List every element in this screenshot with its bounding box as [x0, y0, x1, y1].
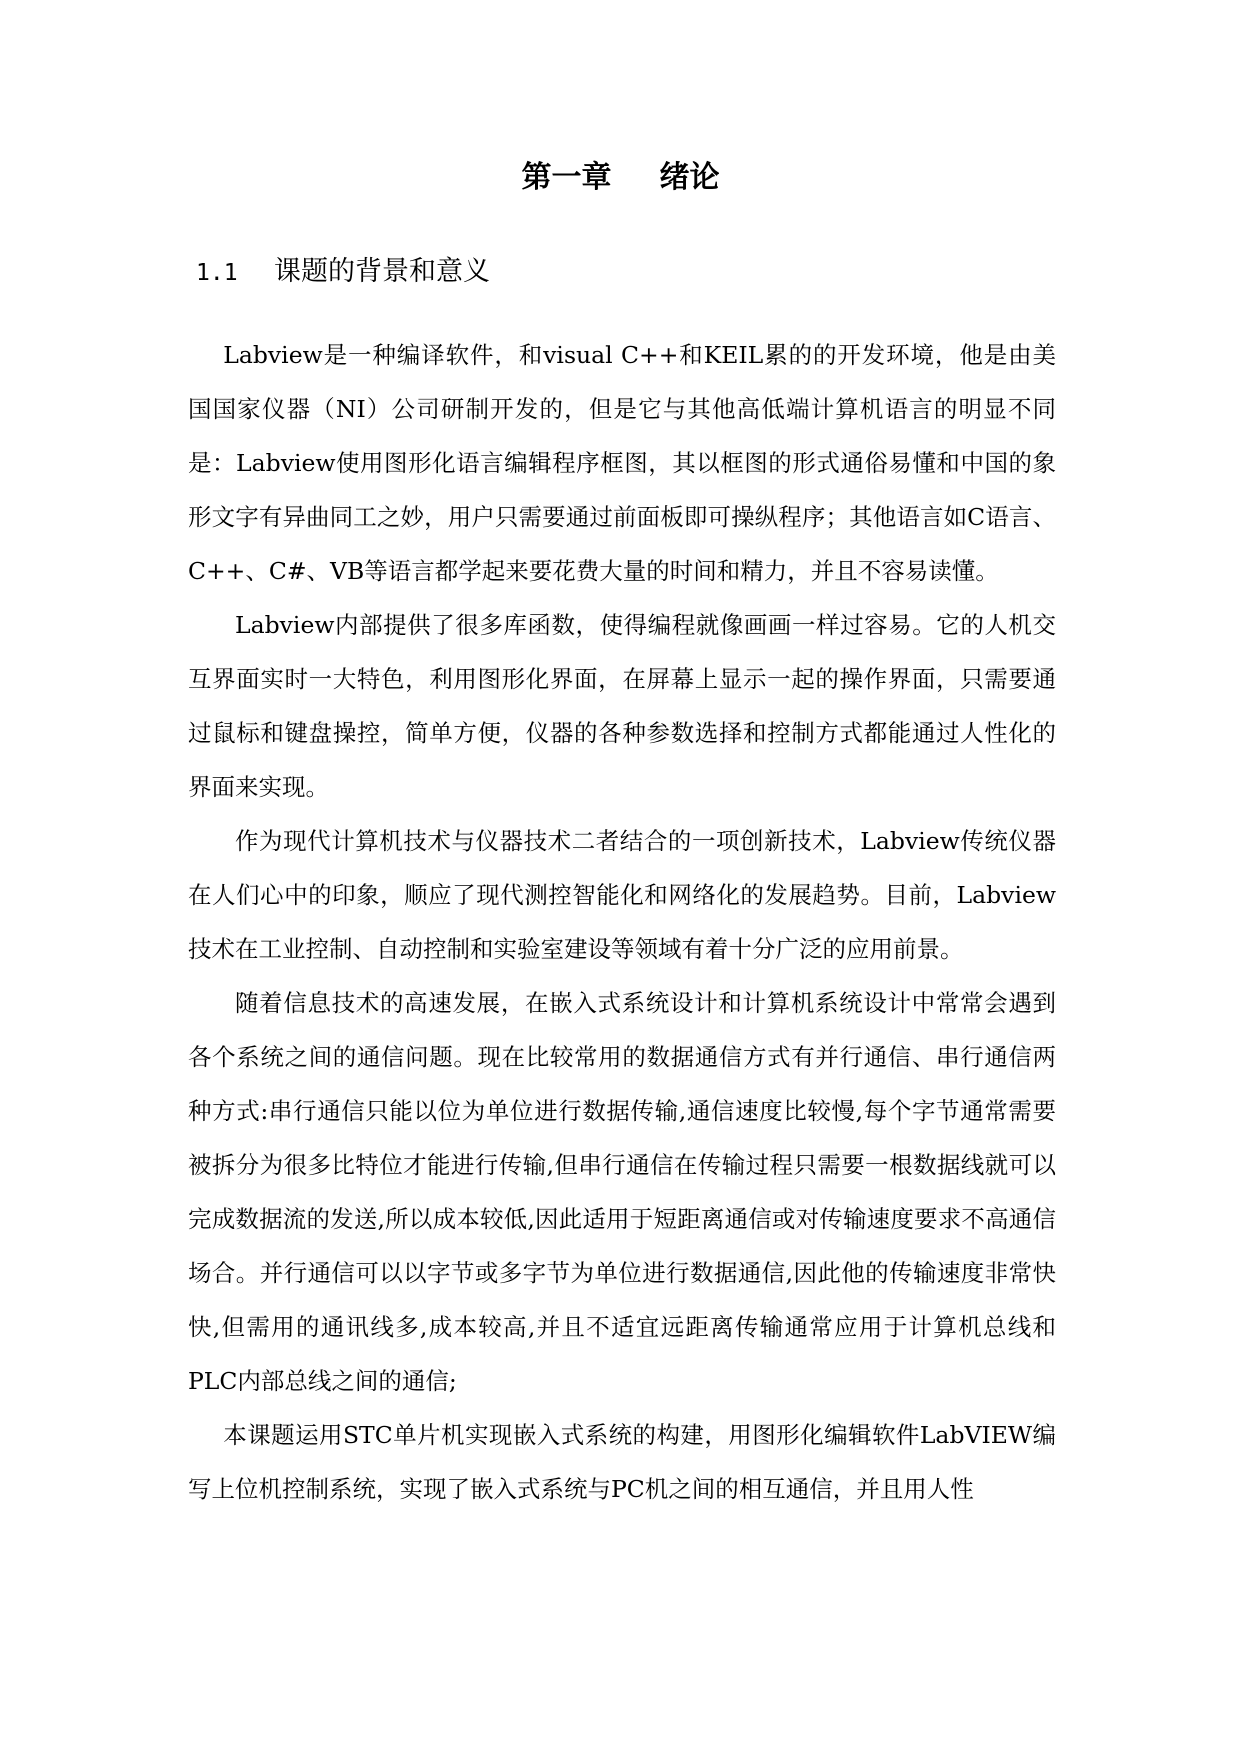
section-heading — [196, 252, 490, 293]
section-title: 课题的背景和意义 — [274, 256, 490, 287]
paragraph: 随着信息技术的高速发展，在嵌入式系统设计和计算机系统设计中常常会遇到各个系统之间的通信问题。现在比较常用的数据通信方式有并行通信、串行通信两种方式:串行通信只能以位为单位进行数据传输,通信速度比较慢,每个字节通常需要被拆分为很多比特位才能进行传输,但串行通信在传输过程只需要一根数据线就可以完成数据流的发送,所以成本较低,因此适用于短距离通信或对传输速度要求不高通信场合。并行通信可以以字节或多字节为单位进行数据通信,因此他的传输速度非常快快,但需用的通讯线多,成本较高,并且不适宜远距离传输通常应用于计算机总线和PLC内部总线之间的通信; — [188, 989, 1056, 1395]
chapter-title — [0, 158, 1241, 198]
chapter-number: 第一章 — [521, 160, 612, 195]
paragraph: 作为现代计算机技术与仪器技术二者结合的一项创新技术，Labview传统仪器在人们心中的印象，顺应了现代测控智能化和网络化的发展趋势。目前，Labview技术在工业控制、自动控制和实验室建设等领域有着十分广泛的应用前景。 — [188, 827, 1056, 963]
paragraph: 本课题运用STC单片机实现嵌入式系统的构建，用图形化编辑软件LabVIEW编写上位机控制系统，实现了嵌入式系统与PC机之间的相互通信，并且用人性 — [188, 1421, 1056, 1503]
paragraph: Labview是一种编译软件，和visual C++和KEIL累的的开发环境，他是由美国国家仪器（NI）公司研制开发的，但是它与其他高低端计算机语言的明显不同是：Labview使用图形化语言编辑程序框图，其以框图的形式通俗易懂和中国的象形文字有异曲同工之妙，用户只需要通过前面板即可操纵程序；其他语言如C语言、C++、C#、VB等语言都学起来要花费大量的时间和精力，并且不容易读懂。 — [188, 341, 1056, 585]
paragraph: Labview内部提供了很多库函数，使得编程就像画画一样过容易。它的人机交互界面实时一大特色，利用图形化界面，在屏幕上显示一起的操作界面，只需要通过鼠标和键盘操控，简单方便，仪器的各种参数选择和控制方式都能通过人性化的界面来实现。 — [188, 611, 1056, 801]
section-number: 1.1 — [196, 260, 238, 286]
chapter-name: 绪论 — [659, 160, 720, 195]
body-text — [188, 328, 1056, 1516]
